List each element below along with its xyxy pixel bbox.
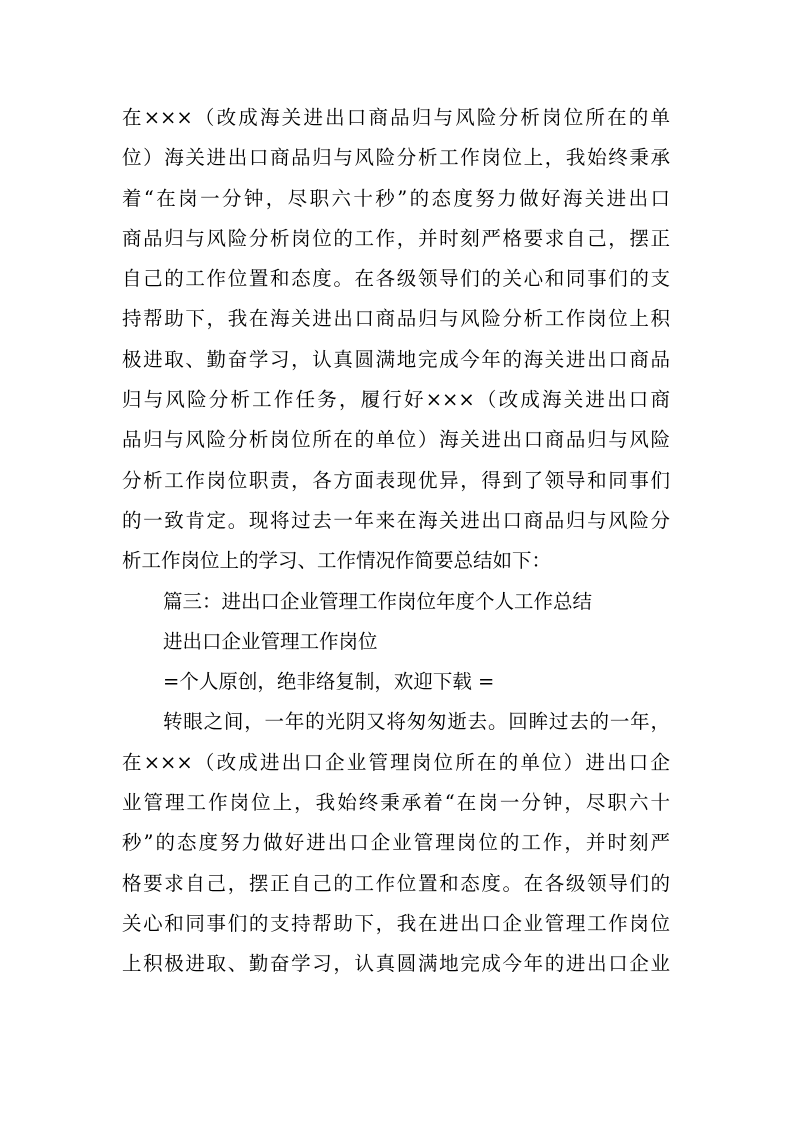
text-line: 分析工作岗位职责，各方面表现优异，得到了领导和同事们 — [122, 468, 670, 492]
text-line: 转眼之间，一年的光阴又将匆匆逝去。回眸过去的一年， — [163, 710, 670, 734]
text-line: 持帮助下，我在海关进出口商品归与风险分析工作岗位上积 — [122, 307, 670, 331]
text-line: 商品归与风险分析岗位的工作，并时刻严格要求自己，摆正 — [122, 226, 670, 250]
text-line: 着“在岗一分钟，尽职六十秒”的态度努力做好海关进出口 — [122, 186, 670, 210]
text-line: 在×××（改成进出口企业管理岗位所在的单位）进出口企 — [122, 750, 670, 774]
text-line: 篇三：进出口企业管理工作岗位年度个人工作总结 — [163, 589, 593, 613]
text-line: 在×××（改成海关进出口商品归与风险分析岗位所在的单 — [122, 106, 670, 129]
text-line: 品归与风险分析岗位所在的单位）海关进出口商品归与风险 — [122, 428, 670, 452]
text-line: 格要求自己，摆正自己的工作位置和态度。在各级领导们的 — [122, 871, 670, 895]
text-line: 自己的工作位置和态度。在各级领导们的关心和同事们的支 — [122, 267, 670, 291]
text-line: 上积极进取、勤奋学习，认真圆满地完成今年的进出口企业 — [122, 952, 670, 976]
text-line: 秒”的态度努力做好进出口企业管理岗位的工作，并时刻严 — [122, 831, 670, 855]
text-line: 的一致肯定。现将过去一年来在海关进出口商品归与风险分 — [122, 508, 670, 532]
text-line: =个人原创，绝非络复制，欢迎下载 = — [163, 670, 495, 694]
body-text — [122, 98, 670, 985]
text-line: 业管理工作岗位上，我始终秉承着“在岗一分钟，尽职六十 — [122, 791, 670, 815]
text-line: 析工作岗位上的学习、工作情况作简要总结如下： — [122, 549, 552, 573]
text-line: 归与风险分析工作任务，履行好×××（改成海关进出口商 — [122, 388, 670, 412]
text-line: 关心和同事们的支持帮助下，我在进出口企业管理工作岗位 — [122, 911, 670, 935]
text-line: 极进取、勤奋学习，认真圆满地完成今年的海关进出口商品 — [122, 347, 670, 371]
text-line: 位）海关进出口商品归与风险分析工作岗位上，我始终秉承 — [122, 146, 670, 170]
text-line: 进出口企业管理工作岗位 — [163, 629, 378, 653]
